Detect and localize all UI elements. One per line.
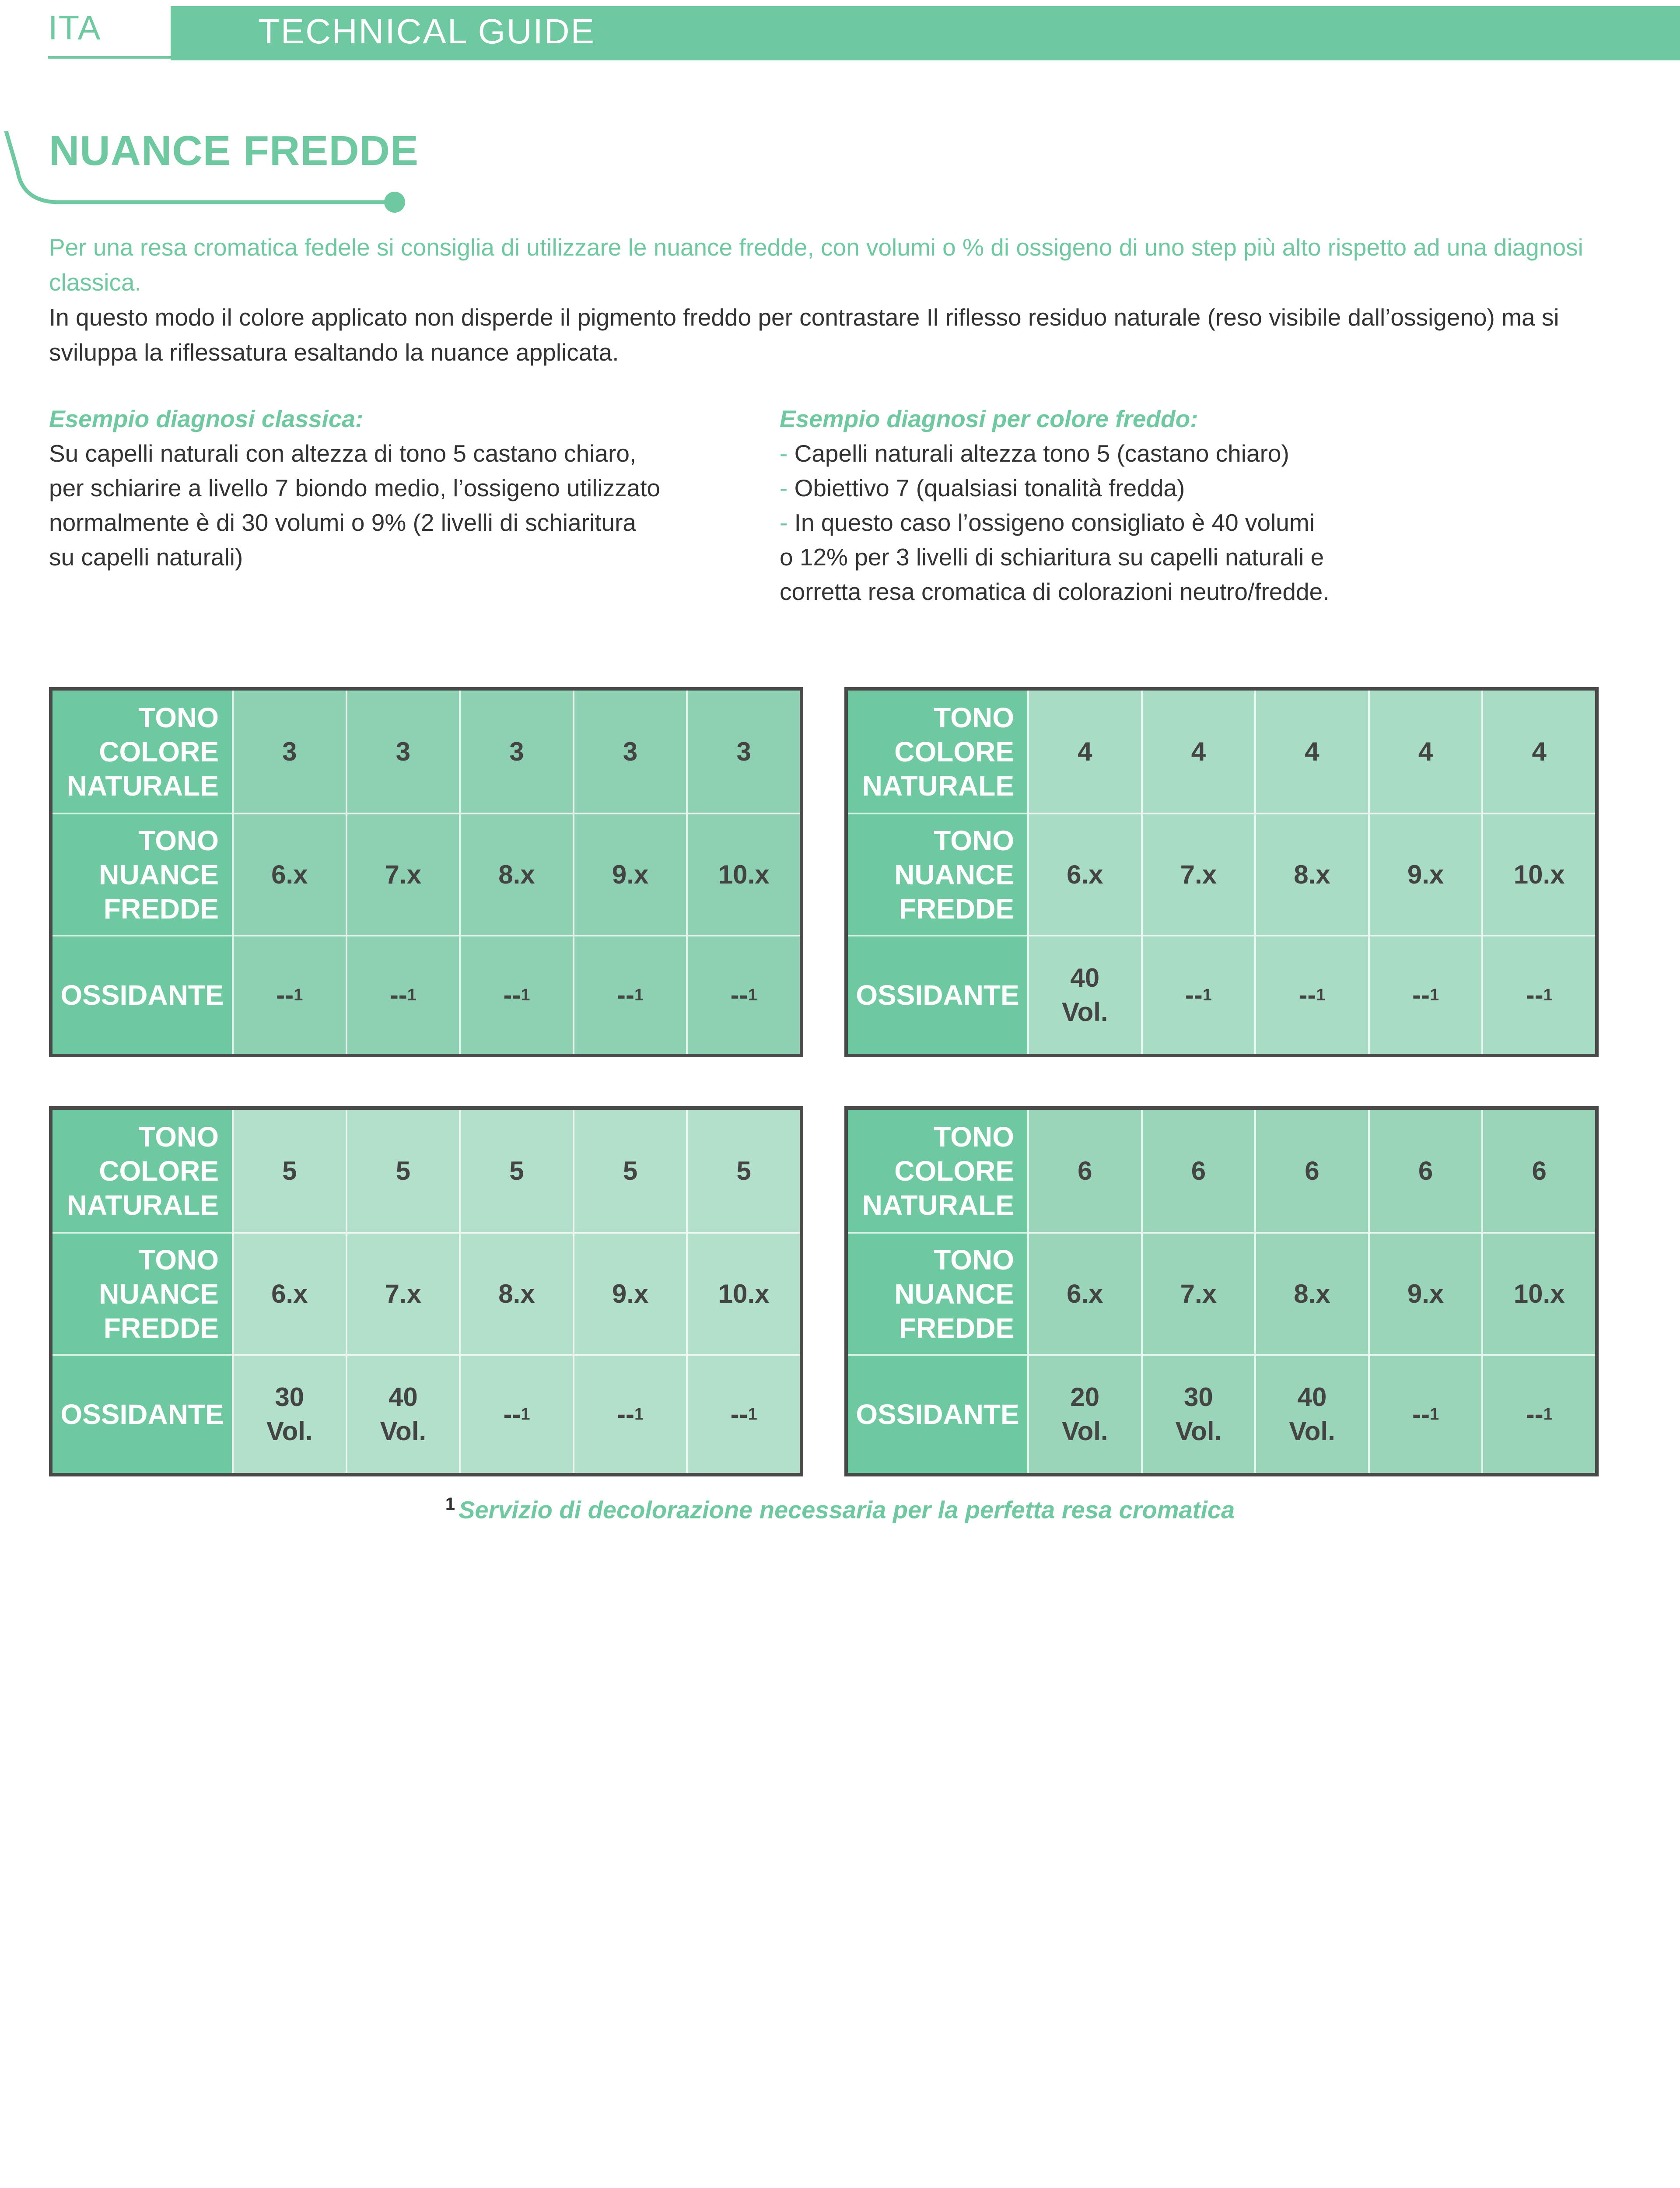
bullet-text: In questo caso l’ossigeno consigliato è 40 volumi <box>794 509 1315 536</box>
guide-title: TECHNICAL GUIDE <box>258 12 596 51</box>
example-cold-continuation: o 12% per 3 livelli di schiaritura su capelli naturali e <box>780 543 1324 571</box>
natural-tone-cell <box>232 1110 346 1232</box>
oxidant-cell: -- 1 <box>686 1354 800 1473</box>
oxidant-cell <box>1027 935 1141 1054</box>
cold-nuance-cell <box>346 813 459 935</box>
oxidant-value: 30 Vol. <box>1175 1382 1222 1446</box>
oxidant-cell <box>1254 1354 1368 1473</box>
cold-nuance-cell <box>686 813 800 935</box>
cold-nuance-value: 7.x <box>385 1279 422 1308</box>
cold-nuance-cell <box>1481 1232 1595 1354</box>
cold-nuance-cell <box>232 1232 346 1354</box>
oxidant-cell: -- 1 <box>1141 935 1255 1054</box>
oxidant-value: -- <box>1412 1399 1430 1429</box>
natural-tone-value: 4 <box>1191 736 1206 766</box>
oxidant-value: -- <box>1185 980 1203 1010</box>
oxidant-cell: -- 1 <box>459 935 573 1054</box>
language-underline <box>48 56 171 59</box>
oxidant-value: -- <box>730 980 748 1010</box>
oxidant-table-tone-4 <box>844 687 1599 1057</box>
cold-nuance-value: 10.x <box>718 859 770 889</box>
bullet-dash: - <box>780 474 788 501</box>
cold-nuance-row-header: TONO NUANCE FREDDE <box>52 1232 232 1354</box>
cold-nuance-value: 7.x <box>385 859 422 889</box>
oxidant-value: -- <box>1298 980 1316 1010</box>
oxidant-value: 40 Vol. <box>1289 1382 1335 1446</box>
cold-nuance-cell <box>1368 1232 1482 1354</box>
cold-nuance-value: 6.x <box>271 1279 308 1308</box>
footnote-marker: 1 <box>445 1494 455 1514</box>
oxidant-value: -- <box>617 980 634 1010</box>
oxidant-cell: -- 1 <box>1254 935 1368 1054</box>
natural-tone-cell <box>1027 1110 1141 1232</box>
language-label: ITA <box>48 8 102 47</box>
oxidant-cell: -- 1 <box>573 935 686 1054</box>
cold-nuance-row-header: TONO NUANCE FREDDE <box>848 813 1027 935</box>
cold-nuance-value: 6.x <box>1067 859 1103 889</box>
oxidant-cell <box>232 1354 346 1473</box>
natural-tone-row-header: TONO COLORE NATURALE <box>52 691 232 813</box>
natural-tone-cell <box>346 691 459 813</box>
example-cold-bullet <box>780 436 1436 471</box>
natural-tone-value: 6 <box>1305 1156 1320 1185</box>
oxidant-value: -- <box>1412 980 1430 1010</box>
oxidant-value: -- <box>1526 980 1544 1010</box>
cold-nuance-value: 7.x <box>1180 1279 1217 1308</box>
intro-text <box>49 230 1615 370</box>
example-classic-line: normalmente è di 30 volumi o 9% (2 livelli di schiaritura <box>49 509 636 536</box>
natural-tone-cell <box>686 691 800 813</box>
oxidant-cell: -- 1 <box>573 1354 686 1473</box>
cold-nuance-cell <box>1368 813 1482 935</box>
cold-nuance-cell <box>573 813 686 935</box>
bullet-text: Obiettivo 7 (qualsiasi tonalità fredda) <box>794 474 1185 501</box>
natural-tone-cell <box>1481 691 1595 813</box>
oxidant-value: 40 Vol. <box>1062 963 1108 1027</box>
cold-nuance-value: 10.x <box>1513 1279 1565 1308</box>
cold-nuance-cell <box>346 1232 459 1354</box>
cold-nuance-value: 6.x <box>271 859 308 889</box>
natural-tone-cell <box>1141 1110 1255 1232</box>
cold-nuance-value: 9.x <box>1407 859 1444 889</box>
natural-tone-cell <box>573 691 686 813</box>
natural-tone-value: 3 <box>623 736 638 766</box>
oxidant-row-header: OSSIDANTE <box>848 935 1027 1054</box>
oxidant-value: -- <box>503 980 521 1010</box>
oxidant-cell: -- 1 <box>686 935 800 1054</box>
oxidant-value: -- <box>617 1399 634 1429</box>
cold-nuance-value: 8.x <box>498 859 535 889</box>
natural-tone-cell <box>1027 691 1141 813</box>
example-classic-line: per schiarire a livello 7 biondo medio, l’ossigeno utilizzato <box>49 474 661 501</box>
natural-tone-cell <box>573 1110 686 1232</box>
natural-tone-value: 6 <box>1078 1156 1092 1185</box>
oxidant-value: -- <box>730 1399 748 1429</box>
natural-tone-cell <box>1368 691 1482 813</box>
oxidant-cell <box>1141 1354 1255 1473</box>
natural-tone-row-header: TONO COLORE NATURALE <box>52 1110 232 1232</box>
oxidant-row-header: OSSIDANTE <box>52 1354 232 1473</box>
cold-nuance-cell <box>232 813 346 935</box>
cold-nuance-cell <box>1027 1232 1141 1354</box>
oxidant-value: 40 Vol. <box>380 1382 427 1446</box>
natural-tone-value: 3 <box>509 736 524 766</box>
oxidant-row-header: OSSIDANTE <box>52 935 232 1054</box>
natural-tone-cell <box>459 691 573 813</box>
natural-tone-value: 3 <box>282 736 297 766</box>
oxidant-value: 30 Vol. <box>266 1382 313 1446</box>
footnote-text: Servizio di decolorazione necessaria per la perfetta resa cromatica <box>458 1496 1235 1524</box>
cold-nuance-cell <box>573 1232 686 1354</box>
cold-nuance-value: 9.x <box>612 859 649 889</box>
cold-nuance-value: 9.x <box>612 1279 649 1308</box>
example-cold-bullet <box>780 505 1436 540</box>
oxidant-cell: -- 1 <box>232 935 346 1054</box>
cold-nuance-value: 8.x <box>1294 859 1330 889</box>
example-cold <box>780 402 1436 609</box>
intro-body: In questo modo il colore applicato non disperde il pigmento freddo per contrastare Il riflesso residuo naturale (reso visibile dall’ossigeno) ma si sviluppa la riflessatura esaltando la nuance applicata. <box>49 304 1559 366</box>
oxidant-row-header: OSSIDANTE <box>848 1354 1027 1473</box>
cold-nuance-cell <box>1141 813 1255 935</box>
oxidant-cell: -- 1 <box>1368 935 1482 1054</box>
cold-nuance-value: 7.x <box>1180 859 1217 889</box>
example-classic-line: Su capelli naturali con altezza di tono 5 castano chiaro, <box>49 440 637 467</box>
natural-tone-cell <box>1141 691 1255 813</box>
natural-tone-value: 5 <box>396 1156 411 1185</box>
cold-nuance-cell <box>686 1232 800 1354</box>
oxidant-table-tone-5 <box>49 1106 803 1476</box>
natural-tone-cell <box>346 1110 459 1232</box>
example-classic-title: Esempio diagnosi classica: <box>49 405 364 432</box>
natural-tone-cell <box>686 1110 800 1232</box>
cold-nuance-cell <box>459 1232 573 1354</box>
section-title: NUANCE FREDDE <box>49 127 419 174</box>
oxidant-cell <box>346 1354 459 1473</box>
natural-tone-value: 4 <box>1418 736 1433 766</box>
example-cold-bullet <box>780 471 1436 505</box>
oxidant-table-tone-6 <box>844 1106 1599 1476</box>
example-cold-continuation: corretta resa cromatica di colorazioni neutro/fredde. <box>780 578 1330 605</box>
cold-nuance-row-header: TONO NUANCE FREDDE <box>52 813 232 935</box>
cold-nuance-row-header: TONO NUANCE FREDDE <box>848 1232 1027 1354</box>
footnote <box>0 1494 1680 1524</box>
oxidant-cell: -- 1 <box>1481 935 1595 1054</box>
cold-nuance-value: 8.x <box>1294 1279 1330 1308</box>
natural-tone-value: 5 <box>736 1156 751 1185</box>
natural-tone-value: 4 <box>1078 736 1092 766</box>
natural-tone-value: 4 <box>1305 736 1320 766</box>
oxidant-value: -- <box>503 1399 521 1429</box>
bullet-dash: - <box>780 440 788 467</box>
oxidant-value: -- <box>389 980 407 1010</box>
cold-nuance-cell <box>1254 813 1368 935</box>
oxidant-cell: -- 1 <box>1481 1354 1595 1473</box>
natural-tone-row-header: TONO COLORE NATURALE <box>848 1110 1027 1232</box>
oxidant-table-tone-3 <box>49 687 803 1057</box>
bullet-dash: - <box>780 509 788 536</box>
natural-tone-value: 6 <box>1418 1156 1433 1185</box>
natural-tone-value: 3 <box>736 736 751 766</box>
oxidant-value: -- <box>276 980 294 1010</box>
oxidant-cell: -- 1 <box>346 935 459 1054</box>
cold-nuance-value: 6.x <box>1067 1279 1103 1308</box>
natural-tone-value: 4 <box>1532 736 1547 766</box>
cold-nuance-cell <box>1141 1232 1255 1354</box>
cold-nuance-cell <box>459 813 573 935</box>
oxidant-cell <box>1027 1354 1141 1473</box>
cold-nuance-value: 10.x <box>718 1279 770 1308</box>
cold-nuance-value: 10.x <box>1513 859 1565 889</box>
natural-tone-value: 5 <box>282 1156 297 1185</box>
cold-nuance-cell <box>1027 813 1141 935</box>
natural-tone-value: 5 <box>509 1156 524 1185</box>
example-cold-title: Esempio diagnosi per colore freddo: <box>780 405 1198 432</box>
natural-tone-value: 5 <box>623 1156 638 1185</box>
example-classic <box>49 402 705 575</box>
oxidant-cell: -- 1 <box>1368 1354 1482 1473</box>
natural-tone-cell <box>232 691 346 813</box>
cold-nuance-value: 9.x <box>1407 1279 1444 1308</box>
oxidant-cell: -- 1 <box>459 1354 573 1473</box>
cold-nuance-cell <box>1254 1232 1368 1354</box>
natural-tone-cell <box>1254 691 1368 813</box>
bullet-text: Capelli naturali altezza tono 5 (castano chiaro) <box>794 440 1289 467</box>
natural-tone-row-header: TONO COLORE NATURALE <box>848 691 1027 813</box>
natural-tone-cell <box>1254 1110 1368 1232</box>
cold-nuance-value: 8.x <box>498 1279 535 1308</box>
intro-lead: Per una resa cromatica fedele si consiglia di utilizzare le nuance fredde, con volumi o % di ossigeno di uno step più alto rispetto ad una diagnosi classica. <box>49 234 1583 296</box>
natural-tone-value: 6 <box>1191 1156 1206 1185</box>
cold-nuance-cell <box>1481 813 1595 935</box>
natural-tone-cell <box>1481 1110 1595 1232</box>
oxidant-value: -- <box>1526 1399 1544 1429</box>
natural-tone-value: 3 <box>396 736 411 766</box>
natural-tone-value: 6 <box>1532 1156 1547 1185</box>
natural-tone-cell <box>1368 1110 1482 1232</box>
natural-tone-cell <box>459 1110 573 1232</box>
example-classic-line: su capelli naturali) <box>49 543 243 571</box>
oxidant-value: 20 Vol. <box>1062 1382 1108 1446</box>
